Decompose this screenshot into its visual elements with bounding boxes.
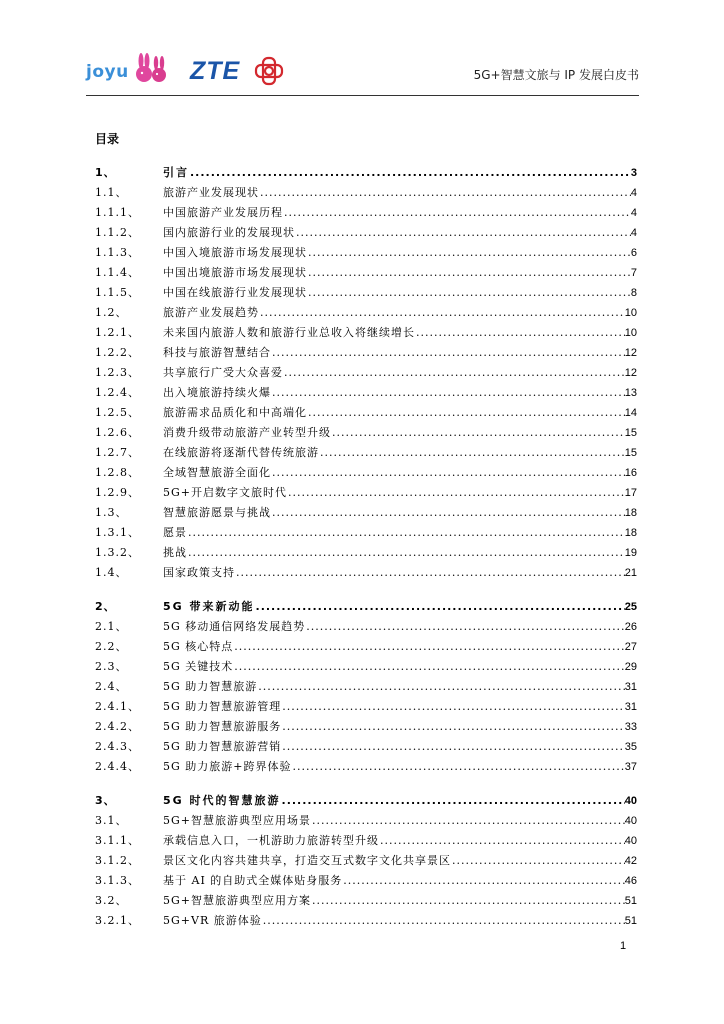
toc-entry-number: 1、 [95,166,116,179]
toc-entry-page: 21 [624,567,637,579]
toc-entry[interactable] [95,657,637,677]
toc-entry-number: 2.1、 [95,620,128,633]
toc-entry-number: 2.4.3、 [95,740,140,753]
toc-entry-title: 国内旅游行业的发展现状 [163,226,295,239]
dot-leader [271,383,625,403]
toc-entry-number: 2、 [95,600,116,613]
toc-entry-page: 13 [624,387,637,399]
toc-entry-number: 1.2.4、 [95,386,140,399]
toc-entry-number: 1.1.2、 [95,226,140,239]
toc-entry-page: 12 [624,347,637,359]
toc-entry-page: 4 [630,207,637,219]
dot-leader [271,463,625,483]
dot-leader [233,657,624,677]
toc-entry-page: 18 [624,507,637,519]
toc-entry-title: 挑战 [163,546,187,559]
toc-entry-number: 1.2.6、 [95,426,140,439]
toc-entry-number: 3、 [95,794,116,807]
toc-entry-number: 1.1、 [95,186,128,199]
toc-entry-title: 旅游需求品质化和中高端化 [163,406,307,419]
toc-entry-title: 5G 助力智慧旅游营销 [163,740,282,753]
toc-entry-title: 5G+智慧旅游典型应用场景 [163,814,312,827]
toc-entry-number: 1.1.4、 [95,266,140,279]
dot-leader [307,263,631,283]
toc-entry-number: 2.2、 [95,640,128,653]
toc-entry-number: 2.4、 [95,680,128,693]
toc-entry-title: 5G+VR 旅游体验 [163,914,262,927]
toc-entry-number: 3.1.3、 [95,874,140,887]
toc-entry[interactable] [95,677,637,697]
dot-leader [307,243,631,263]
toc-entry-title: 5G 核心特点 [163,640,234,653]
dot-leader [319,443,625,463]
document-title: 5G+智慧文旅与 IP 发展白皮书 [473,68,639,82]
dot-leader [235,563,625,583]
toc-entry-number: 2.4.4、 [95,760,140,773]
toc-entry-page: 46 [624,875,637,887]
toc-entry-number: 1.2.8、 [95,466,140,479]
table-of-contents [95,163,637,931]
toc-entry[interactable] [95,717,637,737]
dot-leader [187,523,625,543]
dot-leader [311,811,625,831]
toc-entry-title: 景区文化内容共建共享，打造交互式数字文化共享景区 [163,854,451,867]
toc-entry-title: 5G+智慧旅游典型应用方案 [163,894,312,907]
dot-leader [307,283,631,303]
toc-entry-page: 19 [624,547,637,559]
toc-entry-page: 31 [624,701,637,713]
toc-entry[interactable] [95,637,637,657]
toc-entry-title: 引言 [163,166,189,179]
dot-leader [311,891,625,911]
toc-entry-page: 3 [630,167,637,179]
toc-heading: 目录 [95,132,120,146]
toc-entry-title: 在线旅游将逐渐代替传统旅游 [163,446,319,459]
toc-entry-number: 1.1.3、 [95,246,140,259]
toc-entry-page: 26 [624,621,637,633]
toc-entry[interactable] [95,443,637,463]
toc-entry-page: 42 [624,855,637,867]
toc-entry-page: 8 [630,287,637,299]
toc-entry-page: 10 [624,307,637,319]
dot-leader [271,343,625,363]
toc-entry[interactable] [95,563,637,583]
toc-entry-page: 17 [624,487,637,499]
toc-entry-number: 1.3.2、 [95,546,140,559]
toc-entry-title: 科技与旅游智慧结合 [163,346,271,359]
toc-entry-title: 未来国内旅游人数和旅游行业总收入将继续增长 [163,326,415,339]
toc-entry[interactable] [95,243,637,263]
toc-entry-page: 33 [624,721,637,733]
toc-entry-number: 3.1.2、 [95,854,140,867]
toc-entry-number: 1.1.5、 [95,286,140,299]
toc-entry[interactable] [95,483,637,503]
toc-chapter-entry[interactable] [95,163,637,183]
china-unicom-knot-icon [254,56,284,86]
toc-entry-page: 40 [624,815,637,827]
dot-leader [283,363,625,383]
toc-entry-page: 6 [630,247,637,259]
toc-entry-title: 5G+开启数字文旅时代 [163,486,288,499]
dot-leader [281,717,624,737]
toc-entry-number: 1.2.7、 [95,446,140,459]
toc-entry[interactable] [95,283,637,303]
dot-leader [415,323,625,343]
toc-entry-title: 旅游产业发展现状 [163,186,259,199]
zte-logo: ZTE [190,57,241,85]
toc-entry[interactable] [95,543,637,563]
toc-entry-number: 1.2.9、 [95,486,140,499]
toc-entry-page: 4 [630,227,637,239]
toc-entry-page: 18 [624,527,637,539]
toc-entry-title: 中国在线旅游行业发展现状 [163,286,307,299]
toc-entry-number: 1.3.1、 [95,526,140,539]
dot-leader [281,791,625,811]
toc-entry[interactable] [95,343,637,363]
toc-entry[interactable] [95,617,637,637]
toc-entry-page: 14 [624,407,637,419]
toc-entry[interactable] [95,323,637,343]
dot-leader [331,423,625,443]
toc-entry[interactable] [95,423,637,443]
dot-leader [295,223,631,243]
toc-entry-page: 51 [624,895,637,907]
toc-entry-title: 5G 助力智慧旅游管理 [163,700,282,713]
dot-leader [233,637,624,657]
toc-entry-page: 12 [624,367,637,379]
toc-entry[interactable] [95,463,637,483]
dot-leader [379,831,625,851]
toc-entry[interactable] [95,403,637,423]
toc-entry-page: 16 [624,467,637,479]
toc-entry-title: 旅游产业发展趋势 [163,306,259,319]
toc-entry-title: 5G 助力智慧旅游服务 [163,720,282,733]
toc-entry-page: 10 [624,327,637,339]
toc-entry-number: 3.1.1、 [95,834,140,847]
toc-entry-page: 35 [624,741,637,753]
toc-entry-number: 2.3、 [95,660,128,673]
toc-entry-page: 37 [624,761,637,773]
dot-leader [305,617,624,637]
toc-entry[interactable] [95,383,637,403]
dot-leader [271,503,625,523]
dot-leader [451,851,625,871]
toc-entry-title: 出入境旅游持续火爆 [163,386,271,399]
toc-entry-number: 2.4.2、 [95,720,140,733]
toc-entry-title: 5G 助力智慧旅游 [163,680,258,693]
toc-entry[interactable] [95,363,637,383]
toc-entry[interactable] [95,183,637,203]
dot-leader [283,203,631,223]
page-number: 1 [620,940,627,952]
toc-entry-title: 中国出境旅游市场发展现状 [163,266,307,279]
toc-entry[interactable] [95,503,637,523]
chapter-gap [95,777,637,791]
toc-entry-number: 3.1、 [95,814,128,827]
toc-entry[interactable] [95,757,637,777]
toc-entry-number: 1.2.2、 [95,346,140,359]
dot-leader [292,757,625,777]
dot-leader [189,163,631,183]
toc-entry-page: 31 [624,681,637,693]
toc-entry-title: 国家政策支持 [163,566,235,579]
page-header [86,48,639,94]
dot-leader [255,597,625,617]
toc-entry-title: 消费升级带动旅游产业转型升级 [163,426,331,439]
toc-entry-title: 智慧旅游愿景与挑战 [163,506,271,519]
dot-leader [187,543,625,563]
header-divider [86,95,639,96]
toc-entry-page: 29 [624,661,637,673]
toc-entry-number: 1.2.5、 [95,406,140,419]
toc-entry-page: 4 [630,187,637,199]
toc-entry[interactable] [95,697,637,717]
toc-entry-title: 5G 助力旅游+跨界体验 [163,760,292,773]
toc-entry-title: 愿景 [163,526,187,539]
dot-leader [257,677,624,697]
toc-entry-title: 5G 关键技术 [163,660,234,673]
toc-entry[interactable] [95,871,637,891]
toc-entry-title: 中国入境旅游市场发展现状 [163,246,307,259]
toc-entry[interactable] [95,911,637,931]
toc-entry-title: 5G 时代的智慧旅游 [163,794,281,807]
toc-chapter-entry[interactable] [95,597,637,617]
toc-entry[interactable] [95,303,637,323]
toc-entry-number: 2.4.1、 [95,700,140,713]
toc-entry[interactable] [95,523,637,543]
dot-leader [307,403,625,423]
toc-entry[interactable] [95,831,637,851]
dot-leader [259,303,625,323]
toc-entry[interactable] [95,851,637,871]
toc-entry-number: 1.2.1、 [95,326,140,339]
toc-entry-page: 15 [624,447,637,459]
dot-leader [287,483,625,503]
toc-entry-page: 27 [624,641,637,653]
toc-entry-title: 5G 移动通信网络发展趋势 [163,620,306,633]
toc-entry-page: 7 [630,267,637,279]
bunny-mascot-icon [132,52,172,86]
toc-entry-number: 1.3、 [95,506,128,519]
toc-entry-page: 40 [624,795,637,807]
toc-entry-title: 中国旅游产业发展历程 [163,206,283,219]
toc-entry-title: 全域智慧旅游全面化 [163,466,271,479]
toc-entry[interactable] [95,891,637,911]
toc-entry-number: 1.2.3、 [95,366,140,379]
toc-chapter-entry[interactable] [95,791,637,811]
toc-entry-title: 基于 AI 的自助式全媒体贴身服务 [163,874,343,887]
dot-leader [281,737,624,757]
toc-entry-page: 25 [624,601,637,613]
toc-entry[interactable] [95,811,637,831]
toc-entry[interactable] [95,263,637,283]
toc-entry[interactable] [95,203,637,223]
joyu-logo: joyu [86,62,129,82]
toc-entry-title: 承载信息入口，一机游助力旅游转型升级 [163,834,379,847]
toc-entry[interactable] [95,223,637,243]
toc-entry-page: 51 [624,915,637,927]
dot-leader [342,871,624,891]
toc-entry-number: 3.2、 [95,894,128,907]
toc-entry-number: 3.2.1、 [95,914,140,927]
dot-leader [281,697,624,717]
toc-entry-page: 40 [624,835,637,847]
toc-entry[interactable] [95,737,637,757]
toc-entry-number: 1.1.1、 [95,206,140,219]
toc-entry-number: 1.4、 [95,566,128,579]
dot-leader [259,183,631,203]
toc-entry-title: 5G 带来新动能 [163,600,255,613]
toc-entry-number: 1.2、 [95,306,128,319]
toc-entry-title: 共享旅行广受大众喜爱 [163,366,283,379]
toc-entry-page: 15 [624,427,637,439]
chapter-gap [95,583,637,597]
dot-leader [262,911,625,931]
